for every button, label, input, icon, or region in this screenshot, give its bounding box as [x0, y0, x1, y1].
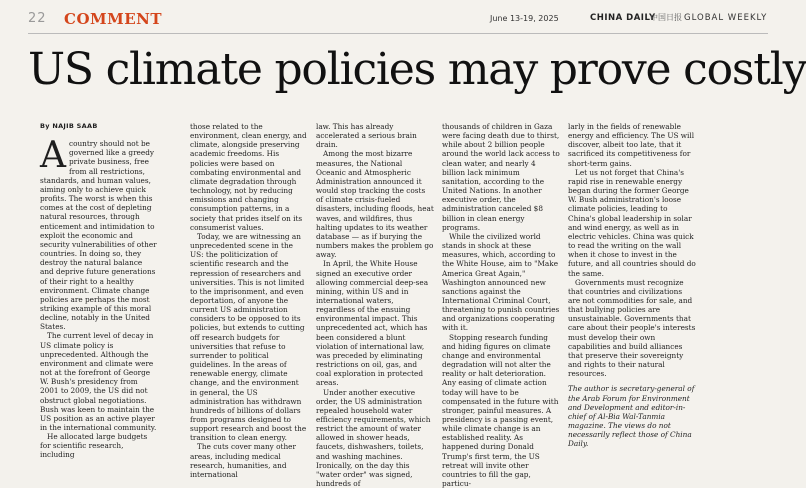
byline: By NAJIB SAAB [40, 122, 98, 130]
paragraph: Today, we are witnessing an unprecedented scene in the US: the politicization of scientific research and the repression of researchers and universities. This is not limited to the imprisonment, and even deportation, of anyone the current US administration considers to be opposed to its policies, but extends to cutting off research budgets for universities that refuse to surrender to political guidelines. In the areas of renewable energy, climate change, and the environment in general, the US administration has withdrawn hundreds of billions of dollars from programs designed to support research and boost the transition to clean energy. [190, 231, 307, 443]
paragraph: those related to the environment, clean energy, and climate, alongside preserving academic freedoms. His policies were based on combating environmental and climate degradation through technology, not by reducing emissions and changing consumption patterns, in a society that prides itself on its consumerist values. [190, 122, 307, 232]
article-body [28, 122, 768, 488]
column-3 [316, 122, 434, 488]
masthead [28, 8, 768, 32]
edition-label: GLOBAL WEEKLY [684, 13, 768, 23]
paper-name: CHINA DAILY [590, 13, 656, 23]
paragraph: The current level of decay in US climate policy is unprecedented. Although the environment and climate were not at the forefront of George W. Bush's presidency from 2001 to 2009, the US did not obstruct global negotiations. Bush was keen to maintain the US position as an active player in the international community. [40, 331, 157, 432]
paragraph: In April, the White House signed an executive order allowing commercial deep-sea mining, within US and in international waters, regardless of the ensuing environmental impact. This unprecedented act, which has been considered a blunt violation of international law, was preceded by eliminating restrictions on oil, gas, and coal exploration in protected areas. [316, 259, 429, 388]
column-4 [442, 122, 560, 488]
column-5 [568, 122, 696, 448]
paragraph: Acountry should not be governed like a greedy private business, free from all restrictions, standards, and human values, aiming only to achieve quick profits. The worst is when this comes at the cost of depleting natural resources, through enticement and intimidation to exploit the economic and security vulnerabilities of other countries. In doing so, they destroy the natural balance and deprive future generations of their right to a healthy environment. Climate change policies are perhaps the most striking example of this moral decline, notably in the United States. [40, 135, 157, 332]
page-number: 22 [28, 11, 47, 26]
column-2 [190, 122, 308, 479]
paragraph: law. This has already accelerated a serious brain drain. [316, 122, 417, 150]
paragraph: larly in the fields of renewable energy and efficiency. The US will discover, albeit too late, that it sacrificed its competitiveness for short-term gains. [568, 122, 695, 168]
issue-date: June 13-19, 2025 [490, 14, 559, 23]
drop-cap: A [40, 135, 66, 177]
paragraph: While the civilized world stands in shock at these measures, which, according to the White House, aim to "Make America Great Again," Washington announced new sanctions against the International Criminal Court, threatening to punish countries and organizations cooperating with it. [442, 231, 560, 333]
paragraph: Under another executive order, the US administration repealed household water efficiency requirements, which restrict the amount of water allowed in shower heads, faucets, dishwashers, toilets, and washing machines. Ironically, on the day this "water order" was signed, hundreds of [316, 387, 431, 488]
paper-name-chinese: 中国日报 [650, 13, 682, 22]
masthead-divider [28, 33, 768, 34]
paragraph: Governments must recognize that countries and civilizations are not commodities for sale, and that bullying policies are unsustainable. Governments that care about their people's interests must develop their own capabilities and build alliances that preserve their sovereignty and rights to their natural resources. [568, 277, 696, 379]
paragraph: thousands of children in Gaza were facing death due to thirst, while about 2 billion people around the world lack access to clean water, and nearly 4 billion lack minimum sanitation, according to the United Nations. In another executive order, the administration canceled $8 billion in clean energy programs. [442, 122, 560, 232]
paragraph: Stopping research funding and hiding figures on climate change and environmental degradation will not alter the reality or halt deterioration. Any easing of climate action today will have to be compensated in the future with stronger, painful measures. A presidency is a passing event, while climate change is an established reality. As happened during Donald Trump's first term, the US retreat will invite other countries to fill the gap, particu- [442, 332, 559, 488]
author-note: The author is secretary-general of the Arab Forum for Environment and Development and editor-in-chief of Al-Bia Wal-Tanmia magazine. The views do not necessarily reflect those of China Daily. [568, 384, 695, 449]
paragraph: He allocated large budgets for scientific research, including [40, 432, 148, 460]
headline: US climate policies may prove costly [28, 44, 806, 95]
column-1 [40, 122, 158, 460]
section-label: COMMENT [64, 10, 163, 28]
paragraph: Among the most bizarre measures, the National Oceanic and Atmospheric Administration announced it would stop tracking the costs of climate crisis-fueled disasters, including floods, heat waves, and wildfires, thus halting updates to its weather database — as if burying the numbers makes the problem go away. [316, 149, 434, 260]
paragraph: The cuts cover many other areas, including medical research, humanities, and international [190, 442, 296, 479]
paragraph: Let us not forget that China's rapid rise in renewable energy began during the former George W. Bush administration's loose climate policies, leading to China's global leadership in solar and wind energy, as well as in electric vehicles. China was quick to read the writing on the wall when it chose to invest in the future, and all countries should do the same. [568, 167, 696, 278]
